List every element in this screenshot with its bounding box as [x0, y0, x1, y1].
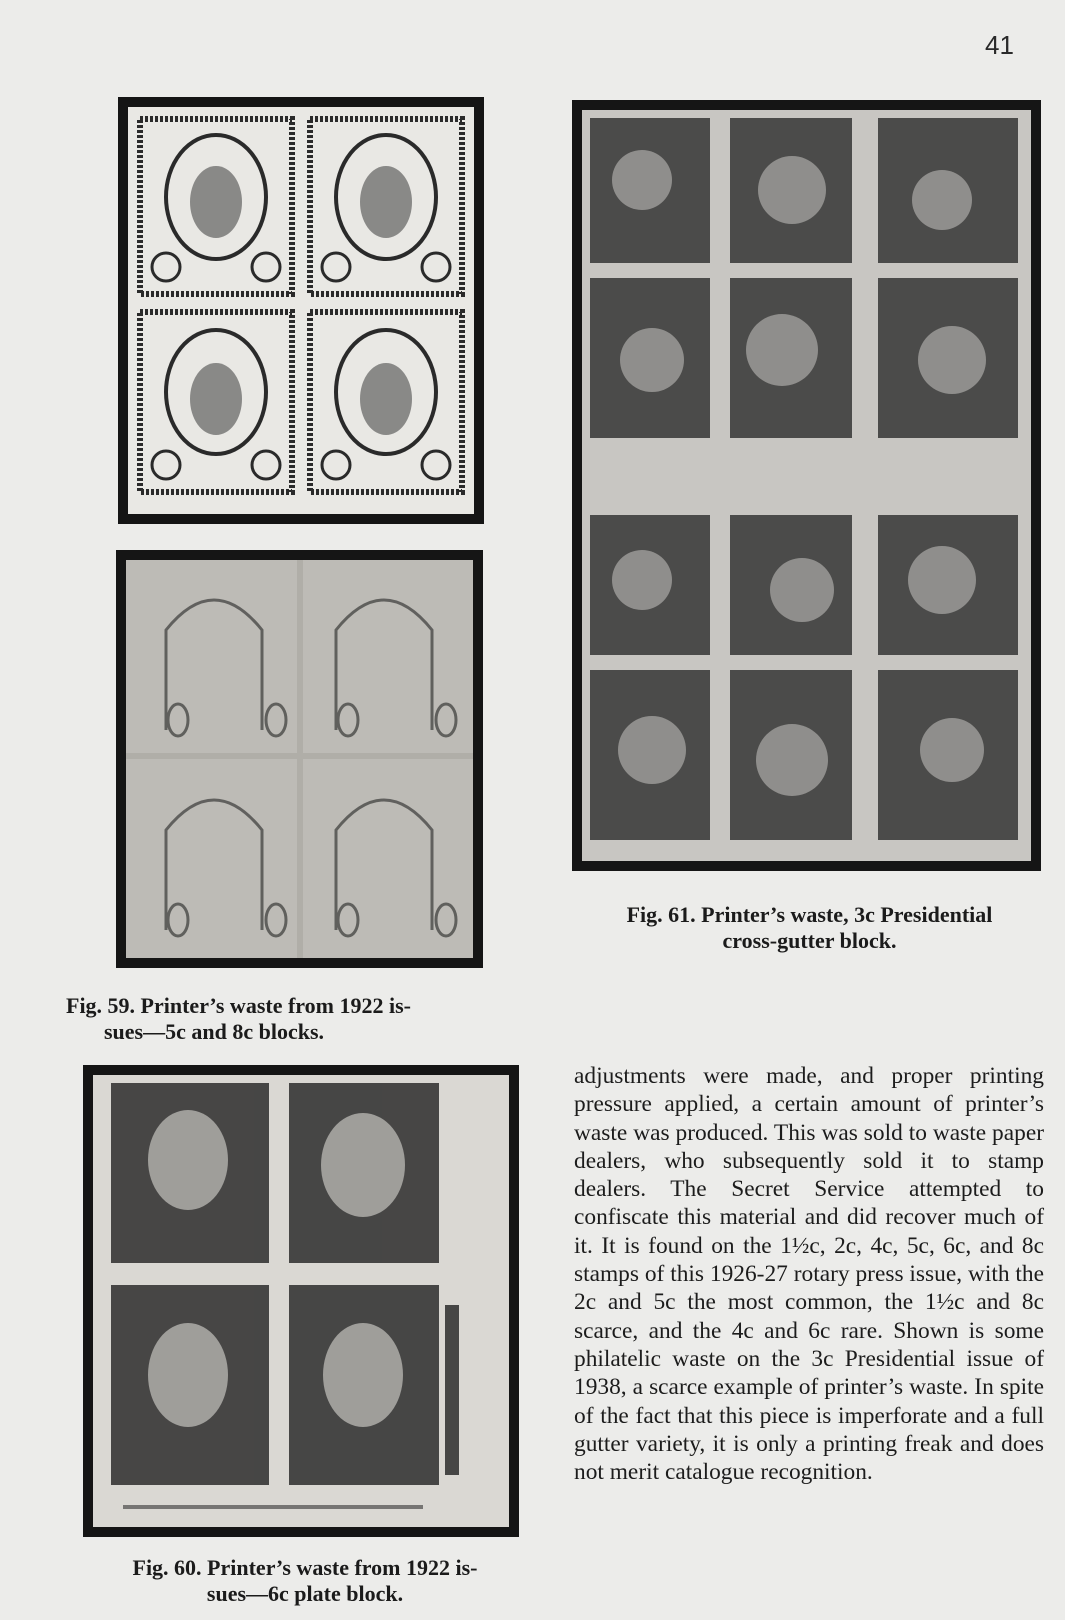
cross-gutter-block-3c-image [572, 100, 1041, 871]
figure-59-caption [66, 993, 536, 1045]
figure-59-caption-line-1: Fig. 59. Printer’s waste from 1922 is- [66, 993, 411, 1018]
figure-60-caption-line-1: Fig. 60. Printer’s waste from 1922 is- [132, 1555, 478, 1580]
stamp-block-5c-image [118, 97, 484, 524]
body-paragraph-text: adjustments were made, and proper printing pressure applied, a certain amount of printer’s waste was produced. This was sold to waste paper dealers, who subsequently sold it to stamp dealers. The Secret Service attempted to confiscate this material and did recover much of it. It is found on the 1½c, 2c, 4c, 5c, 6c, and 8c stamps of this 1926-27 rotary press issue, with the 2c and 5c the most common, the 1½c and 8c scarce, and the 4c and 6c rare. Shown is some philatelic waste on the 3c Presidential issue of 1938, a scarce example of printer’s waste. In spite of the fact that this piece is imperforate and a full gutter variety, it is only a printing freak and does not merit catalogue recognition. [574, 1063, 1044, 1486]
plate-block-6c-image [83, 1065, 519, 1537]
figure-59-caption-line-2: sues—5c and 8c blocks. [104, 1019, 325, 1044]
figure-61-caption-line-1: Fig. 61. Printer’s waste, 3c Presidential [626, 902, 993, 927]
figure-61-caption [572, 902, 1047, 954]
body-paragraph [574, 1062, 1044, 1486]
stamp-block-8c-image [116, 550, 483, 968]
figure-61-caption-line-2: cross-gutter block. [722, 928, 897, 953]
page-number: 41 [985, 30, 1014, 60]
figure-60-caption-line-2: sues—6c plate block. [206, 1581, 404, 1606]
figure-60-caption [70, 1555, 540, 1607]
